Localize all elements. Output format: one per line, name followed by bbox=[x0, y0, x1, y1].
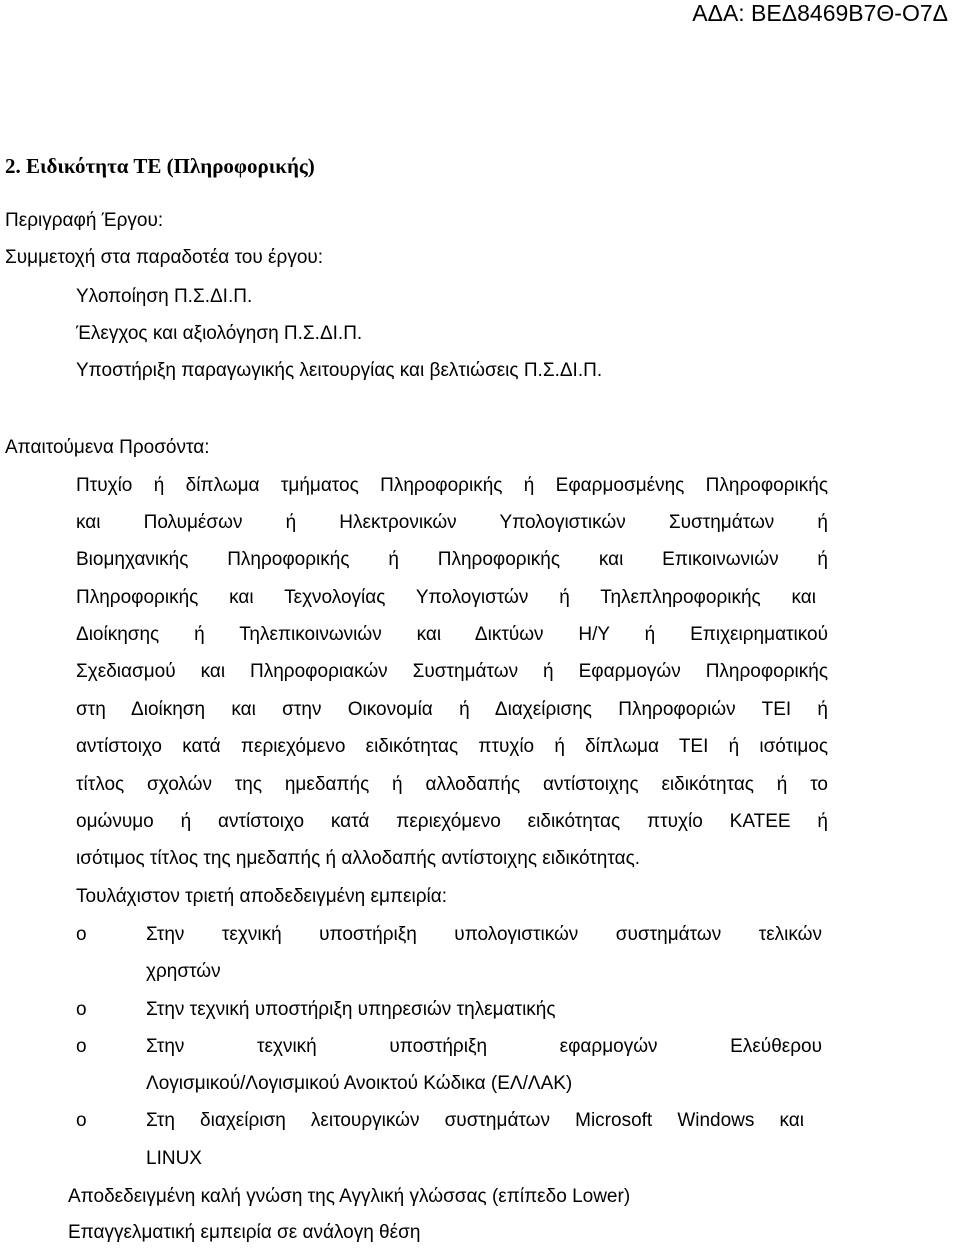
deliverable-item: Υποστήριξη παραγωγικής λειτουργίας και βελτιώσεις Π.Σ.ΔΙ.Π. bbox=[76, 360, 603, 381]
bullet-item: Στην τεχνική υποστήριξη υπολογιστικών συστημάτων τελικών bbox=[146, 924, 822, 945]
bullet-item-continuation: Λογισμικού/Λογισμικού Ανοικτού Κώδικα (ΕΛ/ΛΑΚ) bbox=[146, 1073, 573, 1094]
bullet-marker: o bbox=[76, 1036, 87, 1057]
deliverable-item: Έλεγχος και αξιολόγηση Π.Σ.ΔΙ.Π. bbox=[76, 323, 363, 344]
degree-text-line: Διοίκησης ή Τηλεπικοινωνιών και Δικτύων Η/Υ ή Επιχειρηματικού bbox=[76, 624, 828, 645]
bullet-marker: o bbox=[76, 1110, 87, 1131]
degree-text-line: ομώνυμο ή αντίστοιχο κατά περιεχόμενο ειδικότητας πτυχίο ΚΑΤΕΕ ή bbox=[76, 811, 828, 832]
degree-text-line: τίτλος σχολών της ημεδαπής ή αλλοδαπής αντίστοιχης ειδικότητας ή το bbox=[76, 774, 828, 795]
bullet-item: Στη διαχείριση λειτουργικών συστημάτων Microsoft Windows και bbox=[146, 1110, 804, 1131]
degree-text-line: Πληροφορικής και Τεχνολογίας Υπολογιστών ή Τηλεπληροφορικής και bbox=[76, 587, 816, 608]
english-requirement: Αποδεδειγμένη καλή γνώση της Αγγλική γλώσσας (επίπεδο Lower) bbox=[68, 1186, 631, 1207]
bullet-item: Στην τεχνική υποστήριξη εφαρμογών Ελεύθερου bbox=[146, 1036, 822, 1057]
degree-text-line: αντίστοιχο κατά περιεχόμενο ειδικότητας πτυχίο ή δίπλωμα ΤΕΙ ή ισότιμος bbox=[76, 736, 828, 757]
participation-text: Συμμετοχή στα παραδοτέα του έργου: bbox=[5, 247, 324, 268]
degree-text-line: Βιομηχανικής Πληροφορικής ή Πληροφορικής και Επικοινωνιών ή bbox=[76, 549, 828, 570]
description-heading: Περιγραφή Έργου: bbox=[5, 210, 164, 231]
ada-code: ΑΔΑ: ΒΕΔ8469Β7Θ-Ο7Δ bbox=[692, 0, 948, 26]
degree-text-line: και Πολυμέσων ή Ηλεκτρονικών Υπολογιστικών Συστημάτων ή bbox=[76, 512, 828, 533]
deliverable-item: Υλοποίηση Π.Σ.ΔΙ.Π. bbox=[76, 286, 253, 307]
degree-text-line: στη Διοίκηση και στην Οικονομία ή Διαχείρισης Πληροφοριών ΤΕΙ ή bbox=[76, 699, 828, 720]
bullet-item-continuation: χρηστών bbox=[146, 961, 221, 982]
degree-text-line: Πτυχίο ή δίπλωμα τμήματος Πληροφορικής ή Εφαρμοσμένης Πληροφορικής bbox=[76, 475, 828, 496]
bullet-item-continuation: LINUX bbox=[146, 1148, 202, 1169]
work-experience-requirement: Επαγγελματική εμπειρία σε ανάλογη θέση bbox=[68, 1222, 421, 1243]
degree-text-line: ισότιμος τίτλος της ημεδαπής ή αλλοδαπής αντίστοιχης ειδικότητας. bbox=[76, 848, 641, 869]
qualifications-heading: Απαιτούμενα Προσόντα: bbox=[5, 437, 210, 458]
degree-text-line: Σχεδιασμού και Πληροφοριακών Συστημάτων ή Εφαρμογών Πληροφορικής bbox=[76, 661, 828, 682]
bullet-marker: o bbox=[76, 924, 87, 945]
bullet-marker: o bbox=[76, 999, 87, 1020]
bullet-item: Στην τεχνική υποστήριξη υπηρεσιών τηλεματικής bbox=[146, 999, 556, 1020]
experience-heading: Τουλάχιστον τριετή αποδεδειγμένη εμπειρία: bbox=[76, 886, 448, 907]
section-title: 2. Ειδικότητα ΤΕ (Πληροφορικής) bbox=[5, 154, 315, 178]
